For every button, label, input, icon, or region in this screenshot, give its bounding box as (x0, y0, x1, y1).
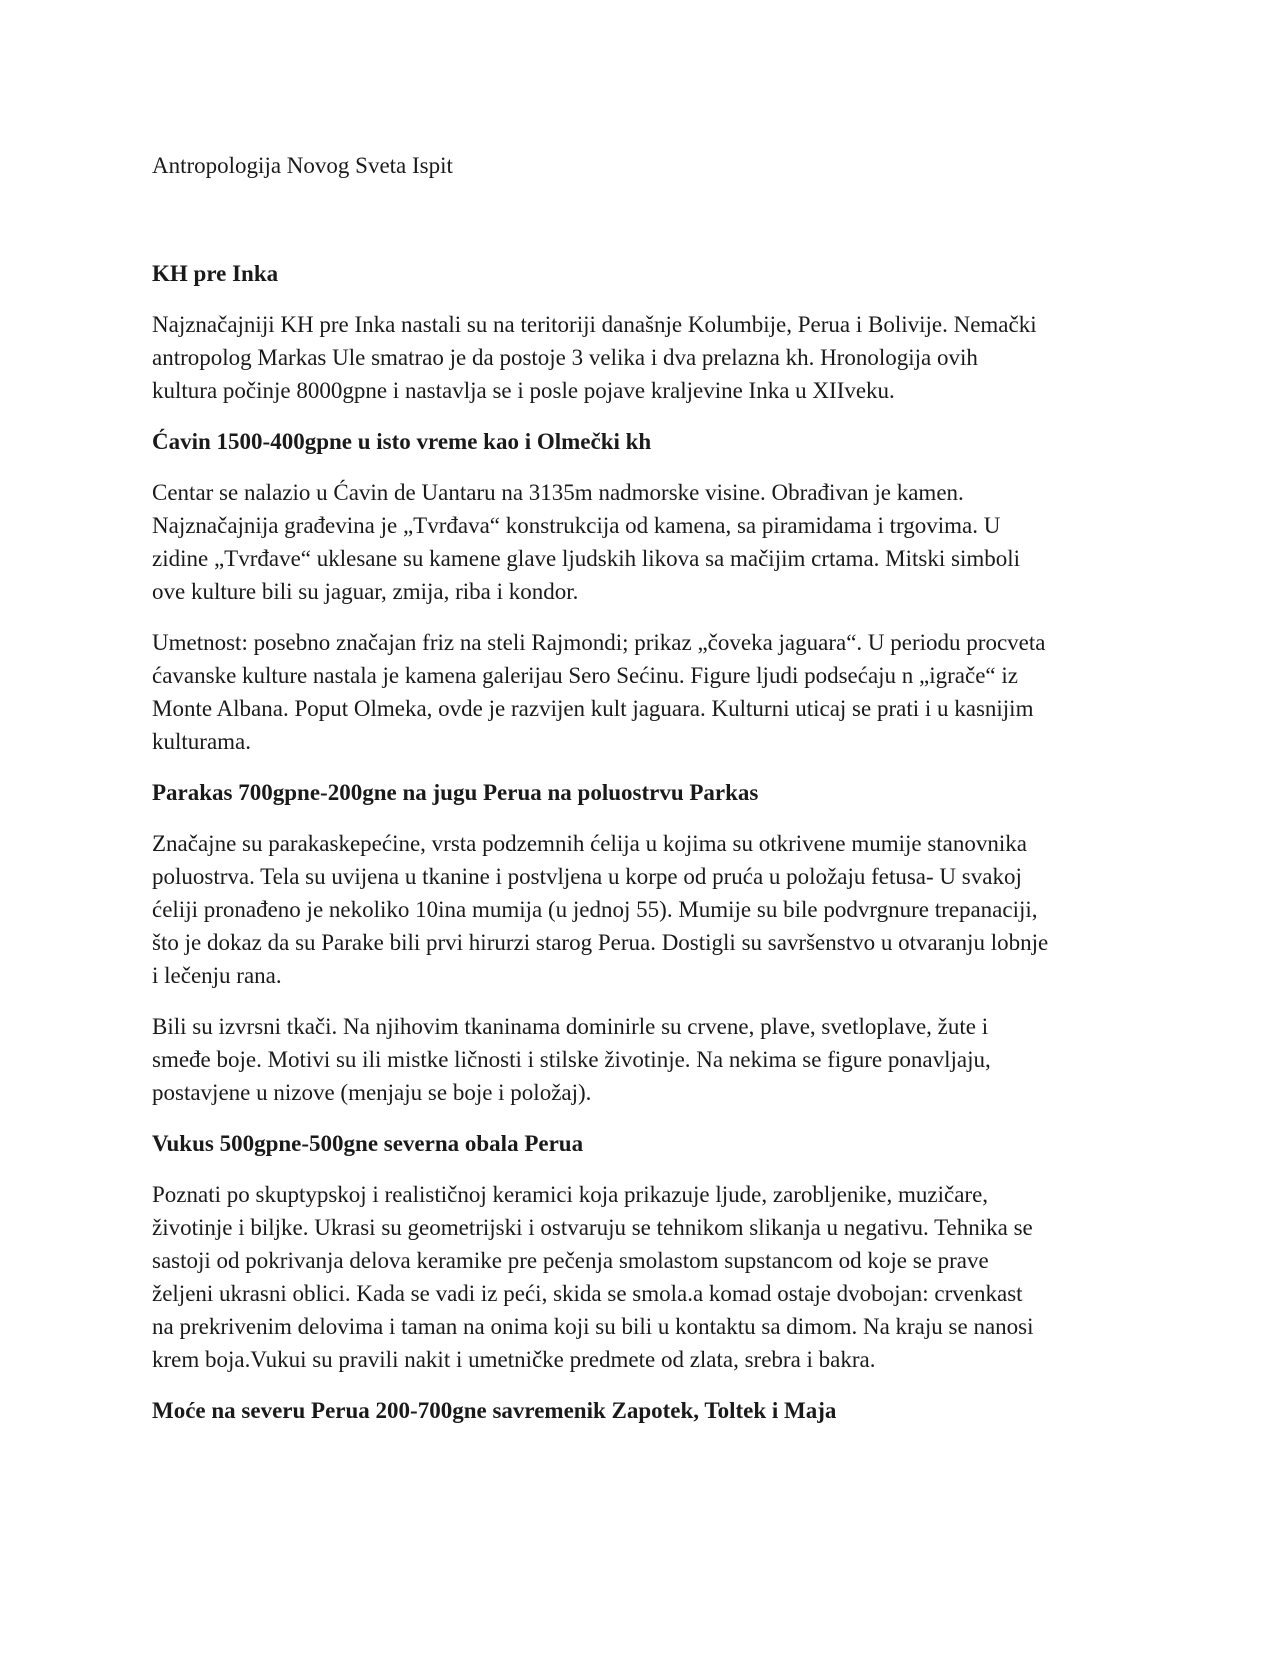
section-heading: Parakas 700gpne-200gne na jugu Perua na poluostrvu Parkas (152, 780, 759, 805)
body-paragraph (152, 827, 1136, 992)
section-heading: KH pre Inka (152, 261, 279, 286)
paragraph-line: Bili su izvrsni tkači. Na njihovim tkaninama dominirle su crvene, plave, svetloplave, žute i (152, 1014, 989, 1039)
body-paragraph (152, 1010, 1136, 1109)
paragraph-line: Poznati po skuptурskoj i realističnoj keramici koja prikazuje ljude, zarobljenike, muzičare, (152, 1182, 989, 1207)
paragraph-line: ove kulture bili su jaguar, zmija, riba i kondor. (152, 579, 579, 604)
body-paragraph (152, 476, 1136, 608)
paragraph-line: ćeliji pronađeno je nekoliko 10ina mumija (u jednoj 55). Mumije su bile podvrgnure trepanaciji, (152, 897, 1038, 922)
section-heading: Moće na severu Perua 200-700gne savremenik Zapotek, Toltek i Maja (152, 1398, 837, 1423)
paragraph-line: kulturama. (152, 729, 251, 754)
paragraph-line: Najznačajnija građevina je „Tvrđava“ konstrukcija od kamena, sa piramidama i trgovima. U (152, 513, 1001, 538)
paragraph-line: na prekrivenim delovima i taman na onima koji su bili u kontaktu sa dimom. Na kraju se nanosi (152, 1314, 1034, 1339)
paragraph-line: sastoji od pokrivanja delova keramike pre pečenja smolastom supstancom od koje se prave (152, 1248, 989, 1273)
paragraph-line: poluostrva. Tela su uvijena u tkanine i postvljena u korpe od pruća u položaju fetusa- U svakoj (152, 864, 1022, 889)
paragraph-line: ćavanske kulture nastala je kamena galerijau Sero Sećinu. Figure ljudi podsećaju n „igrače“ iz (152, 663, 1018, 688)
body-paragraph (152, 308, 1136, 407)
paragraph-line: Monte Albana. Poput Olmeka, ovde je razvijen kult jaguara. Kulturni uticaj se prati i u kasnijim (152, 696, 1034, 721)
body-paragraph (152, 1178, 1136, 1376)
paragraph-line: antropolog Markas Ule smatrao je da postoje 3 velika i dva prelazna kh. Hronologija ovih (152, 345, 978, 370)
section-heading: Ćavin 1500-400gpne u isto vreme kao i Olmečki kh (152, 429, 652, 454)
paragraph-line: Umetnost: posebno značajan friz na steli Rajmondi; prikaz „čoveka jaguara“. U periodu procveta (152, 630, 1046, 655)
section-heading: Vukus 500gpne-500gne severna obala Perua (152, 1131, 584, 1156)
body-paragraph (152, 626, 1136, 758)
document-body (152, 257, 1136, 1445)
paragraph-line: Značajne su parakaskepećine, vrsta podzemnih ćelija u kojima su otkrivene mumije stanovnika (152, 831, 1027, 856)
paragraph-line: zidine „Tvrđave“ uklesane su kamene glave ljudskih likova sa mačijim crtama. Mitski simboli (152, 546, 1021, 571)
paragraph-line: Centar se nalazio u Ćavin de Uantaru na 3135m nadmorske visine. Obrađivan je kamen. (152, 480, 964, 505)
paragraph-line: kultura počinje 8000gpne i nastavlja se i posle pojave kraljevine Inka u XIIveku. (152, 378, 895, 403)
paragraph-line: životinje i biljke. Ukrasi su geometrijski i ostvaruju se tehnikom slikanja u negativu. Tehnika se (152, 1215, 1033, 1240)
paragraph-line: postavjene u nizove (menjaju se boje i položaj). (152, 1080, 592, 1105)
paragraph-line: krem boja.Vukui su pravili nakit i umetničke predmete od zlata, srebra i bakra. (152, 1347, 876, 1372)
document-title: Antropologija Novog Sveta Ispit (152, 153, 453, 178)
paragraph-line: smeđe boje. Motivi su ili mistke ličnosti i stilske životinje. Na nekima se figure ponavljaju, (152, 1047, 991, 1072)
paragraph-line: željeni ukrasni oblici. Kada se vadi iz peći, skida se smola.a komad ostaje dvobojan: crvenkast (152, 1281, 1023, 1306)
paragraph-line: što je dokaz da su Parake bili prvi hirurzi starog Perua. Dostigli su savršenstvo u otvaranju lobnje (152, 930, 1049, 955)
paragraph-line: Najznačajniji KH pre Inka nastali su na teritoriji današnje Kolumbije, Perua i Bolivije. Nemački (152, 312, 1037, 337)
document-page (152, 0, 1136, 1656)
paragraph-line: i lečenju rana. (152, 963, 282, 988)
